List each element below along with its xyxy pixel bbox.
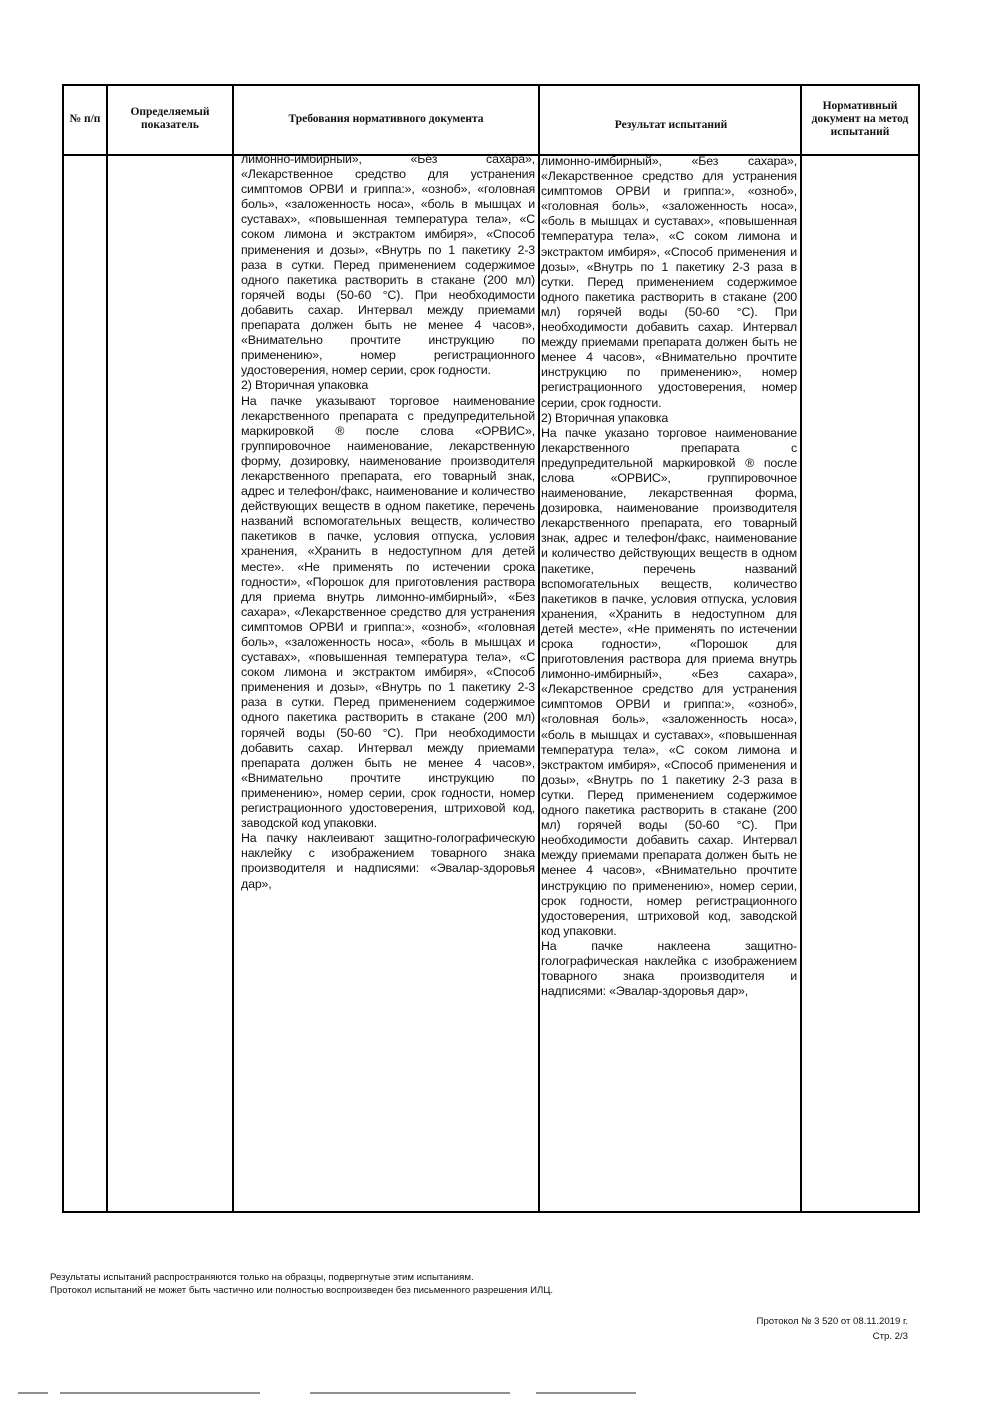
result-subheading: 2) Вторичная упаковка bbox=[541, 410, 669, 425]
protocol-info bbox=[757, 1314, 908, 1344]
table-right-border bbox=[918, 84, 920, 1213]
header-method: Нормативный документ на метод испытаний bbox=[811, 99, 909, 138]
footer-notes bbox=[50, 1271, 553, 1297]
footer-note-scope: Результаты испытаний распространяются только на образцы, подвергнутые этим испытаниям. bbox=[50, 1272, 474, 1283]
result-paragraph: На пачке указано торговое наименование лекарственного препарата с предупредительной маркировкой ® после слова «ОРВИС», группировочное наименование, лекарственная форма, дозировка, наименование производителя лекарственного препарата, его товарный знак, адрес и телефон/факс, наименование и количество действующих веществ в одном пакетике, перечень названий вспомогательных веществ, количество пакетиков в пачке, условия отпуска, условия хранения, «Хранить в недоступном для детей месте», «Не применять по истечении срока годности», «Порошок для приготовления раствора для приема внутрь лимонно-имбирный», «Без сахара», «Лекарственное средство для устранения симптомов ОРВИ и гриппа:», «озноб», «головная боль», «заложенность носа», «боль в мышцах и суставах», «повышенная температура тела», «С соком лимона и экстрактом имбиря», «Способ применения и дозы», «Внутрь по 1 пакетику 2-3 раза в сутки. Перед применением содержимое одного пакетика растворить в стакане (200 мл) горячей воды (50-60 °С). При необходимости добавить сахар. Интервал между приемами препарата должен быть не менее 4 часов», «Внимательно прочтите инструкцию по применению», номер серии, срок годности, номер регистрационного удостоверения, штриховой код, заводской код упаковки. bbox=[541, 425, 797, 938]
page-number: Стр. 2/3 bbox=[872, 1331, 908, 1342]
requirements-paragraph: На пачку наклеивают защитно-голографическую наклейку с изображением товарного знака производителя и надписями: «Эвалар-здоровья дар», bbox=[241, 831, 535, 891]
scan-artifact bbox=[536, 1392, 636, 1394]
scan-artifact bbox=[310, 1392, 510, 1394]
header-indicator: Определяемый показатель bbox=[130, 106, 210, 131]
protocol-number: Протокол № 3 520 от 08.11.2019 г. bbox=[756, 1316, 908, 1327]
col-divider-1 bbox=[106, 84, 108, 1213]
requirements-paragraph: На пачке указывают торговое наименование лекарственного препарата с предупредительной маркировкой ® после слова «ОРВИС», группировочное наименование, лекарственную форму, дозировку, наименование производителя лекарственного препарата, его товарный знак, адрес и телефон/факс, наименование и количество действующих веществ в одном пакетике, перечень названий вспомогательных веществ, количество пакетиков в пачке, условия отпуска, условия хранения, «Хранить в недоступном для детей месте». «Не применять по истечении срока годности», «Порошок для приготовления раствора для приема внутрь лимонно-имбирный», «Без сахара», «Лекарственное средство для устранения симптомов ОРВИ и гриппа:», «озноб», «головная боль», «заложенность носа», «боль в мышцах и суставах», «повышенная температура тела», «С соком лимона и экстрактом имбиря», «Способ применения и дозы», «Внутрь по 1 пакетику 2-3 раза в сутки. Перед применением содержимое одного пакетика растворить в стакане (200 мл) горячей воды (50-60 °С). При необходимости добавить сахар. Интервал между приемами препарата должен быть не менее 4 часов», «Внимательно прочтите инструкцию по применению», номер серии, срок годности, номер регистрационного удостоверения, штриховой код, заводской код упаковки. bbox=[241, 393, 535, 831]
results-table bbox=[62, 84, 920, 1213]
requirements-text bbox=[241, 152, 535, 892]
col-divider-4 bbox=[800, 84, 802, 1213]
footer-note-reproduction: Протокол испытаний не может быть частично или полностью воспроизведен без письменного разрешения ИЛЦ. bbox=[50, 1285, 554, 1296]
requirements-paragraph: лимонно-имбирный», «Без сахара», «Лекарственное средство для устранения симптомов ОРВИ и гриппа:», «озноб», «головная боль», «заложенность носа», «боль в мышцах и суставах», «повышенная температура тела», «С соком лимона и экстрактом имбиря», «Способ применения и дозы», «Внутрь по 1 пакетику 2-3 раза в сутки. Перед применением содержимое одного пакетика растворить в стакане (200 мл) горячей воды (50-60 °С). При необходимости добавить сахар. Интервал между приемами препарата должен быть не менее 4 часов», «Внимательно прочтите инструкцию по применению», номер регистрационного удостоверения, номер серии, срок годности. bbox=[241, 152, 535, 378]
col-divider-3 bbox=[538, 84, 540, 1213]
table-left-border bbox=[62, 84, 64, 1213]
scan-artifact bbox=[18, 1392, 48, 1394]
header-requirements: Требования нормативного документа bbox=[288, 112, 484, 125]
scan-artifact bbox=[60, 1392, 260, 1394]
result-paragraph: На пачке наклеена защитно-голографическая наклейка с изображением товарного знака производителя и надписями: «Эвалар-здоровья дар», bbox=[541, 938, 797, 999]
col-divider-2 bbox=[232, 84, 234, 1213]
header-num: № п/п bbox=[69, 112, 101, 125]
requirements-subheading: 2) Вторичная упаковка bbox=[241, 378, 369, 393]
header-result: Результат испытаний bbox=[614, 118, 728, 131]
table-bottom-border bbox=[62, 1211, 920, 1213]
result-paragraph: лимонно-имбирный», «Без сахара», «Лекарственное средство для устранения симптомов ОРВИ и гриппа:», «озноб», «головная боль», «заложенность носа», «боль в мышцах и суставах», «повышенная температура тела», «С соком лимона и экстрактом имбиря», «Способ применения и дозы», «Внутрь по 1 пакетику 2-3 раза в сутки. Перед применением содержимое одного пакетика растворить в стакане (200 мл) горячей воды (50-60 °С). При необходимости добавить сахар. Интервал между приемами препарата должен быть не менее 4 часов», «Внимательно прочтите инструкцию по применению», номер регистрационного удостоверения, номер серии, срок годности. bbox=[541, 154, 797, 410]
result-text bbox=[541, 154, 797, 999]
